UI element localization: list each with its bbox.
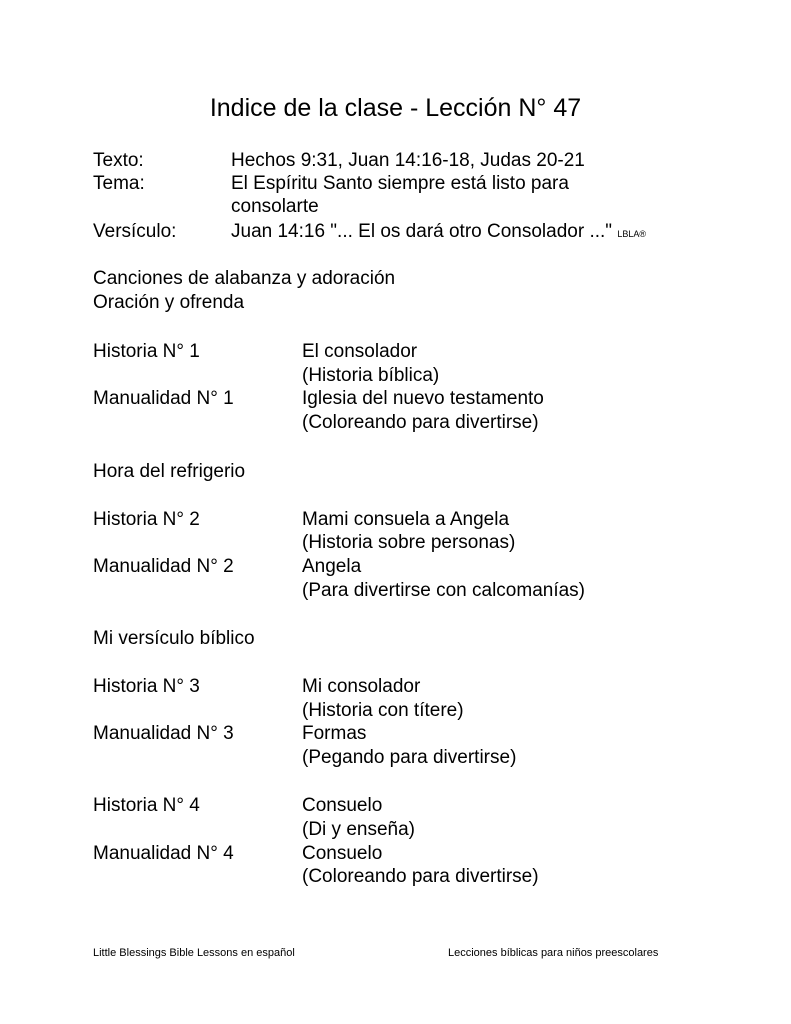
page-title: Indice de la clase - Lección N° 47 <box>209 94 582 122</box>
historia-1-label: Historia N° 1 <box>93 341 200 362</box>
intro-songs: Canciones de alabanza y adoración <box>93 268 396 289</box>
manualidad-3-title: Formas <box>302 723 367 744</box>
historia-3-label: Historia N° 3 <box>93 676 200 697</box>
verse-heading: Mi versículo bíblico <box>93 628 255 649</box>
footer-left: Little Blessings Bible Lessons en español <box>93 947 295 959</box>
historia-4-type: (Di y enseña) <box>302 819 415 840</box>
manualidad-1-label: Manualidad N° 1 <box>93 388 234 409</box>
texto-label: Texto: <box>93 150 144 171</box>
manualidad-4-title: Consuelo <box>302 843 383 864</box>
versiculo-label: Versículo: <box>93 221 177 242</box>
manualidad-4-label: Manualidad N° 4 <box>93 843 234 864</box>
manualidad-2-type: (Para divertirse con calcomanías) <box>302 580 585 601</box>
manualidad-3-type: (Pegando para divertirse) <box>302 747 517 768</box>
historia-1-title: El consolador <box>302 341 418 362</box>
snack-heading: Hora del refrigerio <box>93 461 246 482</box>
texto-value: Hechos 9:31, Juan 14:16-18, Judas 20-21 <box>231 150 585 171</box>
manualidad-2-title: Angela <box>302 556 362 577</box>
tema-line-1: El Espíritu Santo siempre está listo para <box>231 173 569 194</box>
historia-2-title: Mami consuela a Angela <box>302 509 510 530</box>
historia-2-label: Historia N° 2 <box>93 509 200 530</box>
footer-right: Lecciones bíblicas para niños preescolares <box>448 947 659 959</box>
historia-3-title: Mi consolador <box>302 676 421 697</box>
manualidad-2-label: Manualidad N° 2 <box>93 556 234 577</box>
versiculo-value: Juan 14:16 "... El os dará otro Consolador ..." <box>231 221 613 242</box>
historia-4-title: Consuelo <box>302 795 383 816</box>
historia-2-type: (Historia sobre personas) <box>302 532 516 553</box>
manualidad-1-type: (Coloreando para divertirse) <box>302 412 539 433</box>
versiculo-value-line <box>231 220 646 246</box>
historia-4-label: Historia N° 4 <box>93 795 200 816</box>
historia-1-type: (Historia bíblica) <box>302 365 440 386</box>
tema-line-2: consolarte <box>231 196 319 217</box>
manualidad-4-type: (Coloreando para divertirse) <box>302 866 539 887</box>
manualidad-1-title: Iglesia del nuevo testamento <box>302 388 544 409</box>
historia-3-type: (Historia con títere) <box>302 700 464 721</box>
versiculo-source: LBLA® <box>617 229 646 239</box>
intro-prayer: Oración y ofrenda <box>93 292 245 313</box>
tema-label: Tema: <box>93 173 145 194</box>
manualidad-3-label: Manualidad N° 3 <box>93 723 234 744</box>
